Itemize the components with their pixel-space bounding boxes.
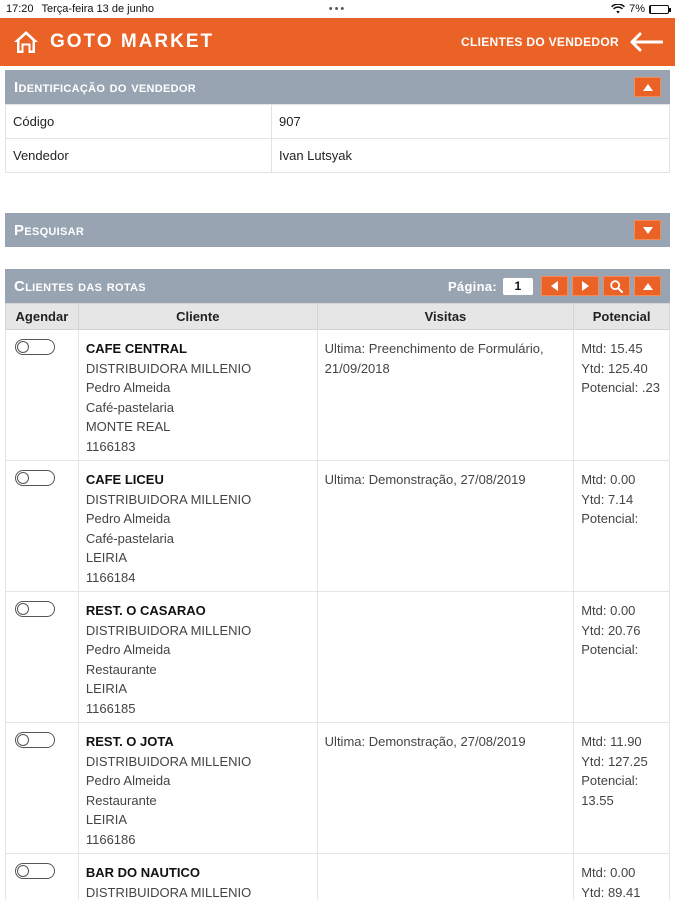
client-cell [78,723,317,854]
seller-code-label: Código [6,105,272,139]
seller-info-table [5,104,670,173]
mtd-value: Mtd: 11.90 [581,734,642,749]
table-row[interactable] [6,723,670,854]
col-header-visits[interactable]: Visitas [317,304,574,330]
visits-cell [317,723,574,854]
client-distributor: DISTRIBUIDORA MILLENIO [85,491,252,507]
search-panel-title: Pesquisar [14,221,85,239]
mtd-value: Mtd: 0.00 [581,603,636,618]
table-row[interactable] [6,330,670,461]
client-code: 1166185 [85,700,136,716]
potential-cell [574,592,670,723]
arrow-left-icon [629,32,663,52]
caret-up-icon [643,283,653,290]
client-type: Café-pastelaria [85,399,174,415]
caret-down-icon [643,227,653,234]
client-contact: Pedro Almeida [85,642,171,657]
potential-cell [574,330,670,461]
potential-cell [574,854,670,900]
table-row[interactable] [6,592,670,723]
client-distributor: DISTRIBUIDORA MILLENIO [85,884,252,900]
clients-panel-title: Clientes das rotas [14,277,146,295]
status-time: 17:20 [6,3,34,15]
page-number-input[interactable]: 1 [503,278,533,295]
client-code: 1166186 [85,831,136,847]
potential-value: Potencial: [581,642,639,657]
clients-table-header [6,304,670,330]
expand-search-button[interactable] [634,220,661,240]
ytd-value: Ytd: 127.25 [581,753,648,769]
app-title: GOTO MARKET [50,31,215,52]
schedule-cell [6,723,79,854]
prev-page-button[interactable] [541,276,568,296]
seller-code-value: 907 [272,105,670,139]
seller-name-value: Ivan Lutsyak [272,139,670,173]
schedule-toggle[interactable] [15,863,55,879]
schedule-toggle[interactable] [15,601,55,617]
seller-panel-header [5,70,670,104]
wifi-icon [611,4,625,14]
next-page-button[interactable] [572,276,599,296]
ytd-value: Ytd: 7.14 [581,491,634,507]
schedule-cell [6,330,79,461]
caret-left-icon [551,281,558,291]
seller-row-code [6,105,670,139]
schedule-toggle[interactable] [15,339,55,355]
schedule-cell [6,461,79,592]
table-row[interactable] [6,854,670,900]
collapse-clients-button[interactable] [634,276,661,296]
client-name: BAR DO NAUTICO [85,865,200,880]
search-panel-header[interactable] [5,213,670,247]
col-header-client[interactable]: Cliente [78,304,317,330]
client-contact: Pedro Almeida [85,511,171,526]
table-row[interactable] [6,461,670,592]
client-code: 1166184 [85,569,136,585]
client-cell [78,330,317,461]
potential-value: Potencial: 13.55 [581,773,639,808]
search-clients-button[interactable] [603,276,630,296]
caret-up-icon [643,84,653,91]
last-visit: Ultima: Preenchimento de Formulário, 21/09/2018 [324,341,544,376]
clients-table [5,303,670,900]
schedule-toggle[interactable] [15,732,55,748]
mtd-value: Mtd: 0.00 [581,472,636,487]
status-bar [0,0,675,18]
multitask-dots-icon: ••• [328,3,347,15]
potential-cell [574,723,670,854]
client-type: Restaurante [85,792,157,808]
battery-icon [649,5,669,14]
client-distributor: DISTRIBUIDORA MILLENIO [85,753,252,769]
potential-value: Potencial: .23 [581,380,660,395]
client-contact: Pedro Almeida [85,380,171,395]
client-contact: Pedro Almeida [85,773,171,788]
caret-right-icon [582,281,589,291]
clients-panel-header [5,269,670,303]
mtd-value: Mtd: 0.00 [581,865,636,880]
client-type: Restaurante [85,661,157,677]
page-label: Página: [447,278,497,294]
client-name: REST. O CASARAO [85,603,206,618]
ytd-value: Ytd: 89.41 [581,884,641,900]
client-name: CAFE CENTRAL [85,341,187,356]
schedule-toggle[interactable] [15,470,55,486]
schedule-cell [6,592,79,723]
search-panel [5,213,670,247]
client-cell [78,461,317,592]
potential-value: Potencial: [581,511,639,526]
app-header [0,18,675,66]
client-city: LEIRIA [85,681,128,696]
seller-row-name [6,139,670,173]
visits-cell [317,330,574,461]
col-header-potential[interactable]: Potencial [574,304,670,330]
client-name: REST. O JOTA [85,734,174,749]
home-icon [13,30,39,54]
seller-name-label: Vendedor [6,139,272,173]
potential-cell [574,461,670,592]
battery-percent: 7% [629,3,645,15]
visits-cell [317,592,574,723]
seller-panel-title: Identificação do vendedor [14,78,196,96]
last-visit: Ultima: Demonstração, 27/08/2019 [324,734,526,749]
ytd-value: Ytd: 125.40 [581,360,648,376]
client-city: LEIRIA [85,812,128,827]
status-date: Terça-feira 13 de junho [41,3,155,15]
client-code: 1166183 [85,438,136,454]
client-city: LEIRIA [85,550,128,565]
client-city: MONTE REAL [85,419,171,434]
back-to-clients-button[interactable] [461,32,663,52]
client-type: Café-pastelaria [85,530,174,546]
client-cell [78,592,317,723]
seller-panel [5,70,670,173]
client-cell [78,854,317,900]
client-distributor: DISTRIBUIDORA MILLENIO [85,622,252,638]
client-distributor: DISTRIBUIDORA MILLENIO [85,360,252,376]
last-visit: Ultima: Demonstração, 27/08/2019 [324,472,526,487]
ytd-value: Ytd: 20.76 [581,622,641,638]
home-button[interactable] [12,28,40,56]
schedule-cell [6,854,79,900]
visits-cell [317,854,574,900]
clients-panel [5,269,670,900]
collapse-seller-button[interactable] [634,77,661,97]
nav-label: CLIENTES DO VENDEDOR [460,35,619,49]
search-icon [610,280,623,293]
visits-cell [317,461,574,592]
mtd-value: Mtd: 15.45 [581,341,643,356]
client-name: CAFE LICEU [85,472,164,487]
col-header-schedule[interactable]: Agendar [6,304,79,330]
